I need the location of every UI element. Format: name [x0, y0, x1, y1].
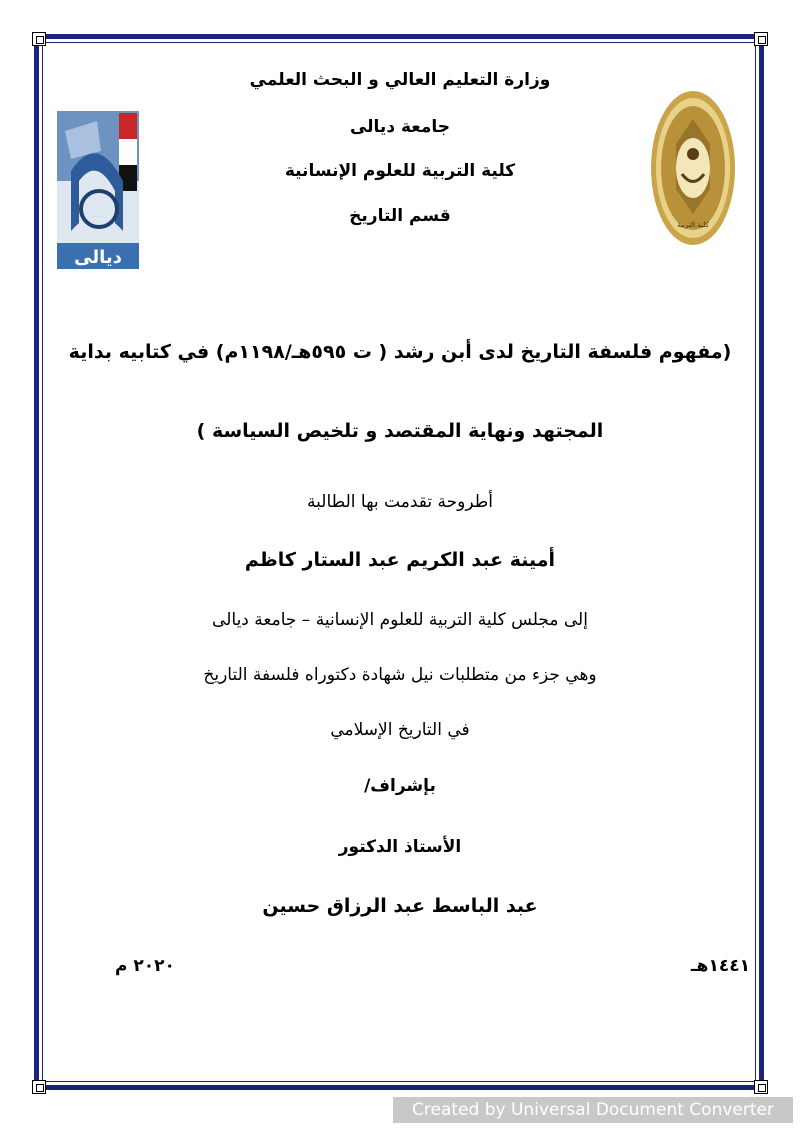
- university-name: جامعة ديالى: [349, 117, 451, 137]
- college-name: كلية التربية للعلوم الإنسانية: [284, 161, 516, 181]
- gregorian-date: ٢٠٢٠ م: [115, 956, 175, 976]
- corner-ornament-bottom-left: [32, 1080, 46, 1094]
- thesis-title-line1: (مفهوم فلسفة التاريخ لدى أبن رشد ( ت ٥٩٥هـ/١١٩٨م) في كتابيه بداية: [68, 341, 732, 363]
- seal-text: كلية التربية: [677, 221, 709, 229]
- requirement-text: وهي جزء من متطلبات نيل شهادة دكتوراه فلسفة التاريخ: [203, 665, 597, 685]
- submitted-by-text: أطروحة تقدمت بها الطالبة: [307, 492, 493, 512]
- supervision-label: بإشراف/: [364, 776, 436, 796]
- department-name: قسم التاريخ: [349, 206, 451, 226]
- corner-ornament-top-left: [32, 32, 46, 46]
- corner-ornament-bottom-right: [754, 1080, 768, 1094]
- student-name: أمينة عبد الكريم عبد الستار كاظم: [244, 549, 556, 571]
- hijri-date: ١٤٤١هـ: [690, 956, 750, 976]
- logo-text: ديالى: [74, 247, 122, 268]
- field-text: في التاريخ الإسلامي: [330, 720, 470, 740]
- thesis-title-line2: المجتهد ونهاية المقتصد و تلخيص السياسة ): [196, 420, 604, 442]
- council-text: إلى مجلس كلية التربية للعلوم الإنسانية – جامعة ديالى: [212, 610, 588, 630]
- supervisor-name: عبد الباسط عبد الرزاق حسين: [262, 895, 538, 917]
- converter-watermark: Created by Universal Document Converter: [393, 1097, 793, 1123]
- ministry-name: وزارة التعليم العالي و البحث العلمي: [249, 70, 551, 90]
- corner-ornament-top-right: [754, 32, 768, 46]
- supervisor-title: الأستاذ الدكتور: [338, 837, 462, 857]
